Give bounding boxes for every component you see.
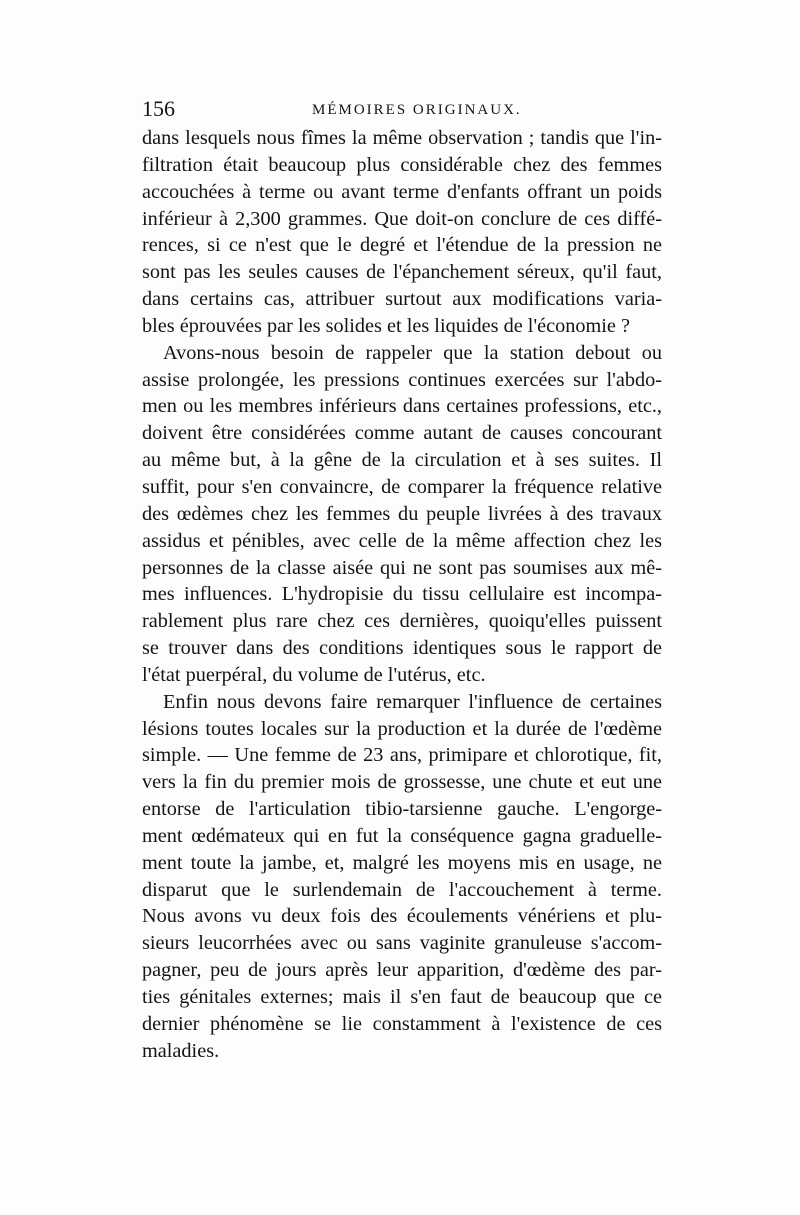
text-line: rences, si ce n'est que le degré et l'étendue de la pression ne — [142, 234, 662, 257]
text-line: disparut que le surlendemain de l'accouchement à terme. — [142, 878, 662, 901]
text-line: pagner, peu de jours après leur apparition, d'œdème des par- — [142, 959, 662, 982]
text-line: personnes de la classe aisée qui ne sont pas soumises aux mê- — [142, 556, 662, 579]
text-line: men ou les membres inférieurs dans certaines professions, etc., — [142, 395, 662, 418]
text-line: ment toute la jambe, et, malgré les moyens mis en usage, ne — [142, 851, 662, 874]
text-line: doivent être considérées comme autant de causes concourant — [142, 422, 662, 445]
text-line: mes influences. L'hydropisie du tissu cellulaire est incompa- — [142, 583, 662, 606]
page-number: 156 — [142, 96, 175, 121]
text-line: sieurs leucorrhées avec ou sans vaginite granuleuse s'accom- — [142, 932, 662, 955]
text-line: dans lesquels nous fîmes la même observation ; tandis que l'in- — [142, 127, 662, 149]
text-line: lésions toutes locales sur la production et la durée de l'œdème — [142, 717, 662, 740]
text-line: sont pas les seules causes de l'épanchement séreux, qu'il faut, — [142, 261, 662, 284]
text-line: inférieur à 2,300 grammes. Que doit-on conclure de ces diffé- — [142, 207, 662, 230]
running-title: MÉMOIRES ORIGINAUX. — [312, 102, 522, 118]
body-text — [142, 125, 662, 1065]
text-line: se trouver dans des conditions identiques sous le rapport de — [142, 637, 662, 660]
text-line: ties génitales externes; mais il s'en faut de beaucoup que ce — [142, 986, 662, 1008]
text-line: entorse de l'articulation tibio-tarsienne gauche. L'engorge- — [142, 798, 662, 821]
text-line: Nous avons vu deux fois des écoulements vénériens et plu- — [142, 905, 662, 928]
text-line: l'état puerpéral, du volume de l'utérus, etc. — [142, 663, 486, 686]
text-line: suffit, pour s'en convaincre, de comparer la fréquence relative — [142, 475, 662, 498]
text-line: filtration était beaucoup plus considérable chez des femmes — [142, 153, 662, 176]
text-line: vers la fin du premier mois de grossesse, une chute et eut une — [142, 771, 662, 794]
text-line: accouchées à terme ou avant terme d'enfants offrant un poids — [142, 180, 662, 203]
text-line: simple. — Une femme de 23 ans, primipare et chlorotique, fit, — [142, 744, 662, 767]
text-line: des œdèmes chez les femmes du peuple livrées à des travaux — [142, 502, 662, 525]
text-line: ment œdémateux qui en fut la conséquence gagna graduelle- — [142, 824, 662, 847]
text-line: assise prolongée, les pressions continues exercées sur l'abdo- — [142, 368, 662, 391]
text-line: dernier phénomène se lie constamment à l'existence de ces — [142, 1012, 662, 1035]
text-line: assidus et pénibles, avec celle de la même affection chez les — [142, 529, 662, 552]
text-line: dans certains cas, attribuer surtout aux modifications varia- — [142, 288, 662, 311]
text-line: maladies. — [142, 1039, 220, 1062]
text-line: Avons-nous besoin de rappeler que la station debout ou — [163, 341, 662, 364]
text-line: rablement plus rare chez ces dernières, quoiqu'elles puissent — [142, 610, 662, 633]
text-line: Enfin nous devons faire remarquer l'influence de certaines — [163, 690, 662, 713]
running-head — [142, 94, 662, 124]
text-line: bles éprouvées par les solides et les liquides de l'économie ? — [142, 314, 631, 337]
text-line: au même but, à la gêne de la circulation et à ses suites. Il — [142, 449, 662, 472]
